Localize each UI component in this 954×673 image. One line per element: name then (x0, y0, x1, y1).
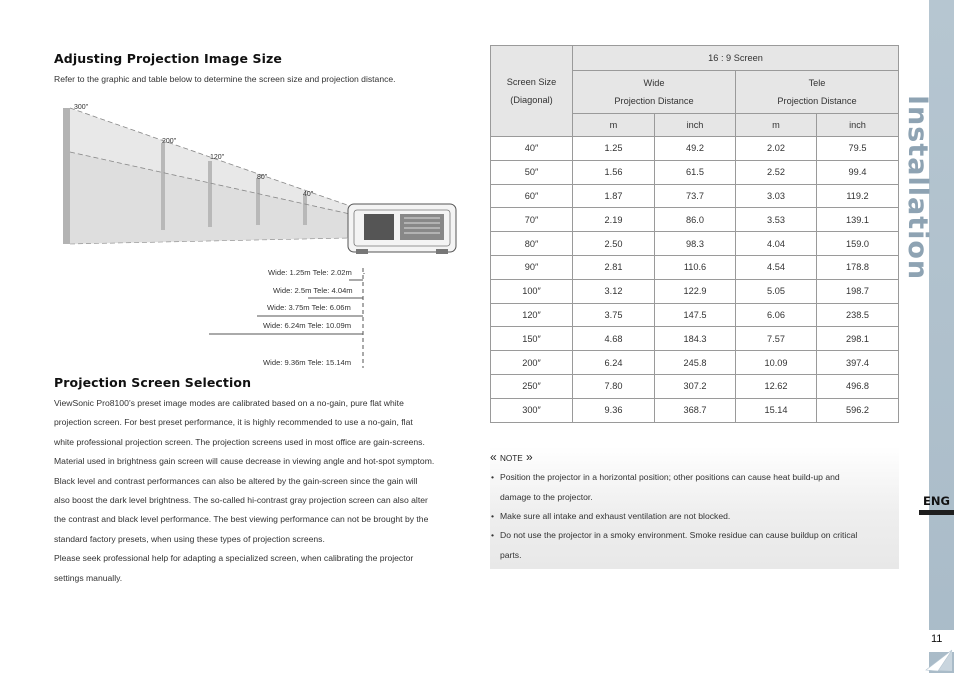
unit-header: inch (817, 114, 899, 137)
table-cell: 397.4 (817, 351, 899, 375)
table-cell: 496.8 (817, 374, 899, 398)
table-cell: 2.52 (736, 160, 817, 184)
table-cell: 4.04 (736, 232, 817, 256)
table-cell: 50″ (491, 160, 573, 184)
table-cell: 3.53 (736, 208, 817, 232)
table-cell: 90″ (491, 255, 573, 279)
table-row (491, 279, 899, 303)
diagonal-label: (Diagonal) (510, 95, 553, 105)
note-box (490, 447, 899, 569)
table-cell: 245.8 (655, 351, 736, 375)
table-cell: 5.05 (736, 279, 817, 303)
tele-label: Tele (808, 78, 826, 88)
table-cell: 3.03 (736, 184, 817, 208)
table-cell: 4.68 (573, 327, 655, 351)
table-cell: 7.80 (573, 374, 655, 398)
table-row (491, 232, 899, 256)
table-cell: 2.50 (573, 232, 655, 256)
table-cell: 80″ (491, 232, 573, 256)
distance-label-80: Wide: 2.5m Tele: 4.04m (273, 286, 353, 295)
note-label: NOTE (499, 454, 523, 463)
table-cell: 12.62 (736, 374, 817, 398)
table-cell: 368.7 (655, 398, 736, 422)
projector-icon (348, 204, 456, 254)
table-cell: 139.1 (817, 208, 899, 232)
table-row (491, 137, 899, 161)
size-label-200: 200" (162, 138, 177, 145)
body-line: Please seek professional help for adapting a specialized screen, when calibrating the projector (54, 553, 414, 564)
table-cell: 9.36 (573, 398, 655, 422)
section-title-screen-selection: Projection Screen Selection (54, 375, 252, 390)
note-item (490, 507, 895, 527)
table-cell: 73.7 (655, 184, 736, 208)
note-text: Position the projector in a horizontal position; other positions can cause heat build-up and (500, 472, 840, 482)
bullet-icon: • (491, 511, 495, 521)
table-row (491, 208, 899, 232)
note-text: damage to the projector. (500, 491, 593, 502)
page-number: 11 (931, 633, 943, 645)
table-cell: 198.7 (817, 279, 899, 303)
note-text: Make sure all intake and exhaust ventilation are not blocked. (500, 511, 731, 521)
unit-header: m (736, 114, 817, 137)
body-line: also boost the dark level brightness. The so-called hi-contrast gray projection screen can also alter (54, 495, 428, 506)
note-item (490, 468, 895, 507)
table-cell: 3.12 (573, 279, 655, 303)
projection-diagram (56, 96, 476, 276)
tele-header (736, 71, 899, 114)
language-label: ENG (923, 494, 950, 508)
language-bar (919, 510, 954, 515)
table-cell: 86.0 (655, 208, 736, 232)
table-cell: 300″ (491, 398, 573, 422)
table-row (491, 184, 899, 208)
table-cell: 6.24 (573, 351, 655, 375)
table-cell: 3.75 (573, 303, 655, 327)
size-label-300: 300" (74, 104, 89, 111)
table-cell: 120″ (491, 303, 573, 327)
section-intro: Refer to the graphic and table below to determine the screen size and projection distance. (54, 74, 396, 84)
table-cell: 250″ (491, 374, 573, 398)
table-cell: 7.57 (736, 327, 817, 351)
note-title (490, 450, 533, 464)
note-text: Do not use the projector in a smoky environment. Smoke residue can cause buildup on critical (500, 530, 858, 540)
table-cell: 61.5 (655, 160, 736, 184)
body-line: the contrast and black level performance. The best viewing performance can not be brought by the (54, 514, 429, 525)
tele-proj-dist-label: Projection Distance (777, 96, 857, 106)
table-cell: 40″ (491, 137, 573, 161)
table-cell: 1.56 (573, 160, 655, 184)
table-cell: 98.3 (655, 232, 736, 256)
screen-200 (161, 143, 165, 230)
table-cell: 110.6 (655, 255, 736, 279)
table-cell: 2.81 (573, 255, 655, 279)
table-cell: 10.09 (736, 351, 817, 375)
distance-label-120: Wide: 3.75m Tele: 6.06m (267, 303, 351, 312)
screen-size-label: Screen Size (506, 77, 557, 87)
body-line: white professional projection screen. The projection screens used in most office are gain-screens. (54, 436, 425, 447)
table-cell: 200″ (491, 351, 573, 375)
table-cell: 298.1 (817, 327, 899, 351)
size-label-40: 40" (303, 191, 314, 198)
note-text: parts. (500, 549, 522, 560)
wide-label: Wide (643, 78, 665, 88)
note-close-quote: » (526, 450, 533, 464)
screen-120 (208, 161, 212, 227)
table-cell: 1.25 (573, 137, 655, 161)
table-cell: 238.5 (817, 303, 899, 327)
distance-label-300: Wide: 9.36m Tele: 15.14m (263, 358, 352, 367)
table-cell: 122.9 (655, 279, 736, 303)
screen-selection-body (54, 394, 474, 588)
bullet-icon: • (491, 472, 495, 482)
table-cell: 70″ (491, 208, 573, 232)
unit-header: m (573, 114, 655, 137)
bullet-icon: • (491, 530, 495, 540)
section-title-image-size: Adjusting Projection Image Size (54, 51, 282, 66)
table-cell: 79.5 (817, 137, 899, 161)
table-cell: 178.8 (817, 255, 899, 279)
table-cell: 307.2 (655, 374, 736, 398)
table-cell: 4.54 (736, 255, 817, 279)
table-row (491, 255, 899, 279)
body-line: ViewSonic Pro8100’s preset image modes are calibrated based on a no-gain, pure flat white (54, 398, 404, 408)
table-row (491, 351, 899, 375)
wide-proj-dist-label: Projection Distance (614, 96, 694, 106)
body-line: standard factory presets, when using these types of projection screens. (54, 533, 325, 544)
screen-300 (63, 108, 70, 244)
body-line: Black level and contrast performances can also be altered by the gain-screen since the gain will (54, 475, 418, 486)
table-cell: 99.4 (817, 160, 899, 184)
note-item (490, 526, 895, 565)
distance-label-200: Wide: 6.24m Tele: 10.09m (263, 321, 352, 330)
distance-label-40: Wide: 1.25m Tele: 2.02m (268, 268, 352, 277)
wide-header (573, 71, 736, 114)
table-cell: 2.19 (573, 208, 655, 232)
note-open-quote: « (490, 450, 497, 464)
table-cell: 147.5 (655, 303, 736, 327)
table-row (491, 327, 899, 351)
table-cell: 159.0 (817, 232, 899, 256)
table-cell: 184.3 (655, 327, 736, 351)
table-row (491, 160, 899, 184)
table-cell: 60″ (491, 184, 573, 208)
body-line: settings manually. (54, 572, 123, 583)
size-label-80: 80" (257, 174, 268, 181)
table-cell: 1.87 (573, 184, 655, 208)
page-corner-icon (924, 648, 954, 673)
screen-40 (303, 195, 307, 225)
projection-distance-table (490, 45, 899, 423)
table-cell: 15.14 (736, 398, 817, 422)
table-row (491, 398, 899, 422)
table-cell: 6.06 (736, 303, 817, 327)
table-cell: 150″ (491, 327, 573, 351)
table-row (491, 303, 899, 327)
section-side-title: Installation (902, 95, 933, 281)
screen-size-header (491, 46, 573, 137)
table-row (491, 374, 899, 398)
body-line: projection screen. For best preset performance, it is highly recommended to use a no-gain, flat (54, 417, 413, 428)
projection-diagram-graphic (56, 96, 476, 276)
body-line: Material used in brightness gain screen will cause decrease in viewing angle and hot-spot symptom. (54, 456, 435, 467)
unit-header: inch (655, 114, 736, 137)
table-cell: 119.2 (817, 184, 899, 208)
size-label-120: 120" (210, 154, 225, 161)
aspect-header: 16 : 9 Screen (573, 46, 899, 71)
table-cell: 49.2 (655, 137, 736, 161)
table-cell: 596.2 (817, 398, 899, 422)
table-cell: 2.02 (736, 137, 817, 161)
table-cell: 100″ (491, 279, 573, 303)
screen-80 (256, 178, 260, 225)
